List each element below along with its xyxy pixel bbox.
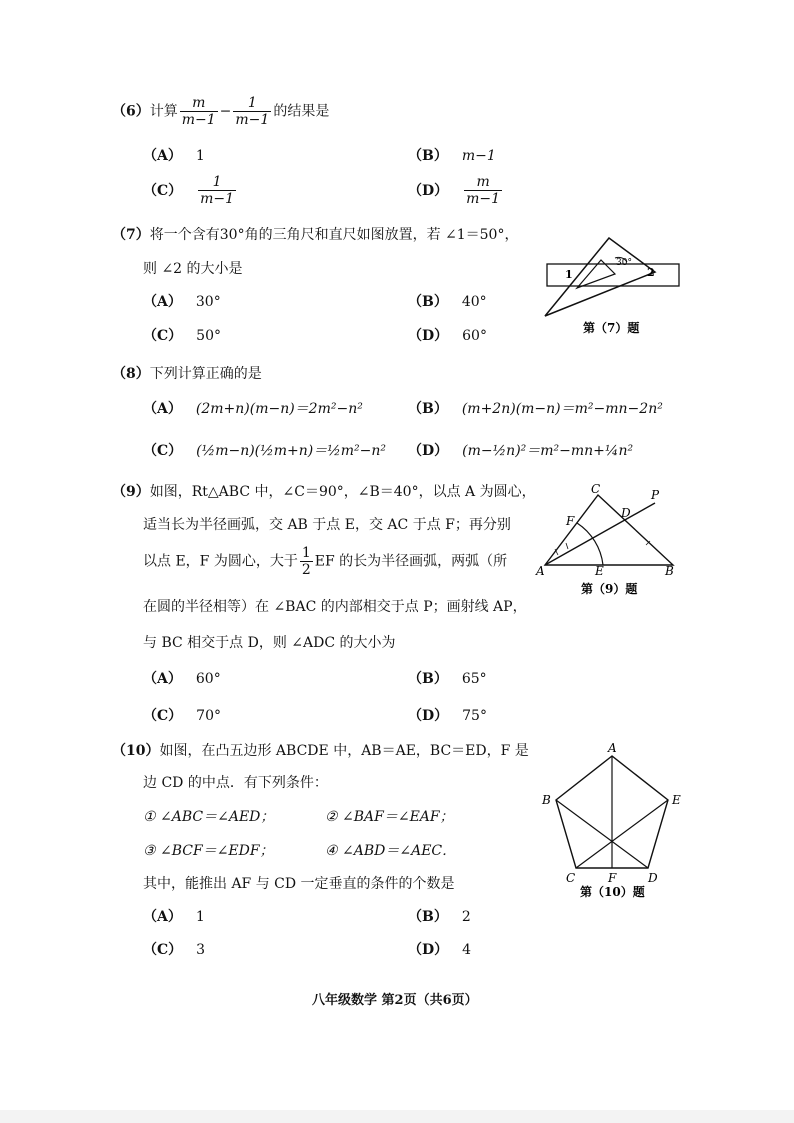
- q10-label-f: F: [608, 871, 617, 885]
- q9-label-c: C: [591, 483, 601, 496]
- q7-option-d-label: （D）: [408, 328, 449, 344]
- q9-label-b: B: [665, 564, 674, 578]
- q9-line1: 如图，Rt△ABC 中，∠C＝90°，∠B＝40°，以点 A 为圆心，: [149, 484, 536, 500]
- q6-option-d-frac: [464, 174, 502, 207]
- q7-fig-angle-label: 30°: [616, 258, 632, 268]
- q10-option-d[interactable]: [408, 939, 471, 959]
- q6-option-a-label: （A）: [143, 148, 182, 164]
- q8-option-c-label: （C）: [143, 443, 183, 459]
- q7-option-b[interactable]: [408, 291, 487, 311]
- q10-condition-4: ④ ∠ABD＝∠AEC．: [325, 843, 457, 859]
- q6-frac2-num: 1: [233, 95, 271, 112]
- q10-option-c-label: （C）: [143, 942, 183, 958]
- q10-caption: 第（10）题: [580, 885, 645, 899]
- q9-option-d-label: （D）: [408, 708, 449, 724]
- q9-stem-line4: 在圆的半径相等）在 ∠BAC 的内部相交于点 P；画射线 AP，: [143, 599, 527, 615]
- q6-option-c-num: 1: [198, 174, 236, 191]
- q9-line3-pre: 以点 E，F 为圆心，大于: [143, 553, 298, 570]
- q7-stem-line2: 则 ∠2 的大小是: [143, 261, 243, 277]
- q6-post: 的结果是: [273, 103, 330, 120]
- q9-stem-line3: [143, 545, 507, 578]
- q9-line3-frac: [300, 545, 313, 578]
- q6-option-c-label: （C）: [143, 182, 183, 199]
- q8-option-b-label: （B）: [408, 401, 448, 417]
- q6-option-b-label: （B）: [408, 148, 448, 164]
- q10-option-b[interactable]: [408, 906, 471, 926]
- q8-option-c[interactable]: [143, 440, 386, 460]
- q9-stem-line2: 适当长为半径画弧，交 AB 于点 E，交 AC 于点 F；再分别: [143, 517, 511, 533]
- q10-stem-line2: 边 CD 的中点．有下列条件：: [143, 775, 328, 791]
- q6-frac1-num: m: [180, 95, 218, 112]
- q8-option-a-label: （A）: [143, 401, 182, 417]
- q8-option-d-text: (m−½n)²＝m²−mn+¼n²: [462, 443, 634, 459]
- q6-option-d-den: m−1: [466, 191, 501, 208]
- q9-number: （9）: [112, 484, 150, 500]
- q7-option-d-text: 60°: [462, 328, 487, 344]
- q9-option-c-label: （C）: [143, 708, 183, 724]
- q10-label-c: C: [566, 871, 576, 885]
- q8-stem-text: 下列计算正确的是: [149, 366, 262, 382]
- q10-label-b: B: [542, 793, 551, 807]
- q9-option-b-text: 65°: [461, 671, 487, 687]
- q10-option-d-label: （D）: [408, 942, 449, 958]
- q7-number: （7）: [112, 227, 150, 243]
- q8-option-a[interactable]: [143, 398, 363, 418]
- q8-option-d-label: （D）: [408, 443, 449, 459]
- q9-label-p: P: [651, 488, 660, 502]
- q9-label-e: E: [595, 564, 604, 578]
- q7-option-b-label: （B）: [408, 294, 448, 310]
- q10-label-e: E: [672, 793, 681, 807]
- q7-triangle: [545, 238, 655, 316]
- q9-option-a-text: 60°: [195, 671, 221, 687]
- q9-option-c-text: 70°: [196, 708, 221, 724]
- q8-option-b[interactable]: [408, 398, 663, 418]
- q10-option-b-text: 2: [461, 909, 471, 925]
- q9-stem-line5: 与 BC 相交于点 D，则 ∠ADC 的大小为: [143, 635, 396, 651]
- q6-frac1-den: m−1: [181, 112, 216, 129]
- q6-frac2: [233, 95, 271, 128]
- q10-option-a-text: 1: [195, 909, 205, 925]
- q10-stem-line1: [112, 740, 529, 760]
- q9-label-f: F: [566, 514, 575, 528]
- q6-option-c[interactable]: [143, 174, 238, 207]
- q6-frac1: [180, 95, 218, 128]
- q9-option-a-label: （A）: [143, 671, 182, 687]
- q6-option-c-den: m−1: [200, 191, 235, 208]
- q10-option-a[interactable]: [143, 906, 205, 926]
- q9-option-a[interactable]: [143, 668, 221, 688]
- q10-condition-1: ① ∠ABC＝∠AED；: [143, 809, 275, 825]
- q6-minus: −: [219, 103, 232, 120]
- q6-option-d[interactable]: [408, 174, 504, 207]
- page-footer: 八年级数学 第2页（共6页）: [312, 993, 478, 1008]
- q9-line3-post: EF 的长为半径画弧，两弧（所: [314, 553, 508, 570]
- q6-option-a-text: 1: [195, 148, 205, 164]
- q7-line1: 将一个含有30°角的三角尺和直尺如图放置，若 ∠1＝50°，: [149, 227, 519, 243]
- q7-fig-label-1: 1: [565, 268, 573, 281]
- q7-option-d[interactable]: [408, 325, 487, 345]
- q6-pre: 计算: [149, 103, 178, 120]
- q10-label-d: D: [648, 871, 658, 885]
- q9-tick-2: [566, 543, 568, 549]
- q8-number: （8）: [112, 366, 150, 382]
- q7-figure: [535, 232, 685, 337]
- q10-stem-line3: 其中，能推出 AF 与 CD 一定垂直的条件的个数是: [143, 876, 455, 892]
- q7-fig-label-2: 2: [647, 266, 655, 279]
- q6-frac2-den: m−1: [235, 112, 270, 129]
- page-bottom-edge: [0, 1110, 794, 1123]
- q7-option-c-label: （C）: [143, 328, 183, 344]
- q9-frac-num: 1: [301, 545, 311, 561]
- q10-option-b-label: （B）: [408, 909, 448, 925]
- q6-number: （6）: [112, 103, 150, 120]
- q9-label-d: D: [621, 506, 631, 520]
- q10-option-a-label: （A）: [143, 909, 182, 925]
- q8-stem: [112, 363, 262, 383]
- q6-stem: [112, 95, 329, 128]
- q10-label-a: A: [608, 741, 617, 755]
- q7-option-c[interactable]: [143, 325, 221, 345]
- q6-option-d-num: m: [464, 174, 502, 191]
- q10-option-c-text: 3: [196, 942, 206, 958]
- q8-option-d[interactable]: [408, 440, 633, 460]
- q9-label-a: A: [536, 564, 545, 578]
- q6-option-a[interactable]: [143, 145, 205, 165]
- q8-option-c-text: (½m−n)(½m+n)＝½m²−n²: [196, 443, 387, 459]
- q10-option-d-text: 4: [462, 942, 472, 958]
- q9-option-b-label: （B）: [408, 671, 448, 687]
- q10-segment-bd: [556, 800, 648, 868]
- q8-option-b-text: (m+2n)(m−n)＝m²−mn−2n²: [461, 401, 663, 417]
- q7-option-c-text: 50°: [196, 328, 221, 344]
- q9-stem-line1: [112, 481, 536, 501]
- q6-option-b[interactable]: [408, 145, 496, 165]
- q10-condition-2: ② ∠BAF＝∠EAF；: [325, 809, 454, 825]
- q9-option-d-text: 75°: [462, 708, 487, 724]
- q10-condition-3: ③ ∠BCF＝∠EDF；: [143, 843, 274, 859]
- q10-figure: [536, 738, 688, 902]
- q9-caption: 第（9）题: [581, 582, 638, 596]
- q7-caption: 第（7）题: [583, 321, 640, 335]
- q10-option-c[interactable]: [143, 939, 205, 959]
- q9-ray-ap: [545, 503, 655, 565]
- q9-option-d[interactable]: [408, 705, 487, 725]
- q7-option-a-text: 30°: [195, 294, 221, 310]
- q7-option-b-text: 40°: [461, 294, 487, 310]
- q10-segment-ec: [576, 800, 668, 868]
- q7-option-a-label: （A）: [143, 294, 182, 310]
- q7-stem-line1: [112, 224, 518, 244]
- q7-option-a[interactable]: [143, 291, 221, 311]
- q6-option-c-frac: [198, 174, 236, 207]
- q8-option-a-text: (2m+n)(m−n)＝2m²−n²: [195, 401, 363, 417]
- q9-frac-den: 2: [301, 562, 311, 579]
- q6-option-b-text: m−1: [461, 148, 496, 164]
- q10-number: （10）: [112, 743, 160, 759]
- q10-line1: 如图，在凸五边形 ABCDE 中，AB＝AE，BC＝ED，F 是: [159, 743, 529, 759]
- q9-figure: [533, 483, 685, 599]
- q6-option-d-label: （D）: [408, 182, 449, 199]
- q9-option-c[interactable]: [143, 705, 221, 725]
- q9-option-b[interactable]: [408, 668, 487, 688]
